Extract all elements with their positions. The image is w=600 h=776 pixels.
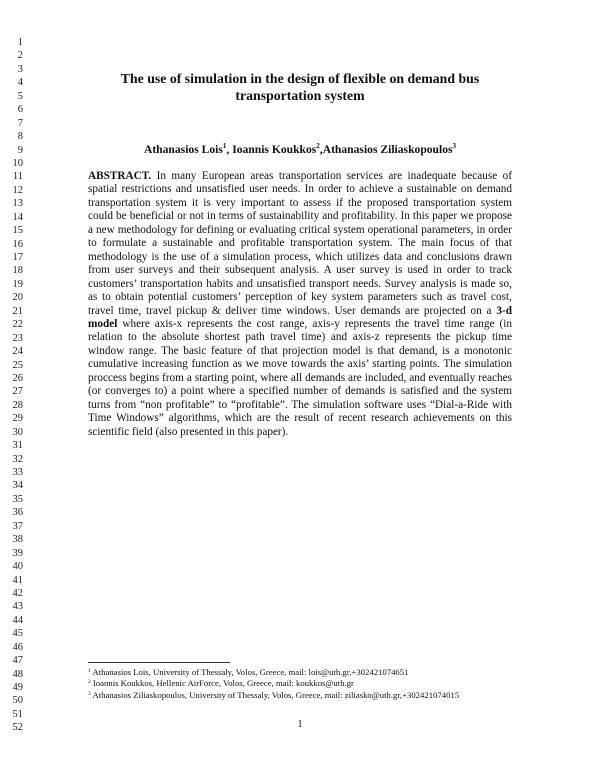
line-number: 23: [12, 332, 23, 344]
abstract-paragraph: [88, 170, 512, 439]
line-number: 33: [12, 467, 23, 478]
author-list: [90, 143, 510, 157]
footnotes: [88, 667, 518, 701]
line-number: 48: [12, 668, 23, 680]
line-number: 21: [12, 305, 23, 317]
line-number: 2: [17, 50, 23, 62]
author-name: Athanasios Lois: [143, 143, 223, 156]
author-separator: ,: [226, 143, 233, 156]
line-number: 6: [17, 104, 23, 116]
author-name: Ioannis Koukkos: [232, 143, 317, 156]
line-number: 31: [12, 440, 23, 452]
abstract-text: where axis-x represents the cost range, axis-y represents the travel time range (in relation to the absolute shortest path travel time) and axis-z represents the pickup time window range. The basic feature of that projection model is that demand, is a monotonic cumulative increasing function as we move towards the axis’ starting points. The simulation proccess begins from a starting point, where all demands are included, and eventually reaches (or converges to) a point where a specified number of demands is satisfied and the system turns from “non profitable” to “profitable”. The simulation software uses “Dial-a-Ride with Time Windows” algorithms, which are the result of recent research achievements on this scientific field (also presented in this paper).: [88, 317, 512, 438]
line-number: 30: [12, 426, 23, 438]
line-number: 20: [12, 292, 23, 304]
line-number: 32: [12, 453, 23, 465]
line-number: 27: [12, 386, 23, 398]
line-number: 26: [12, 372, 23, 384]
line-number: 51: [12, 708, 23, 720]
footnote-text: Ioannis Koukkos, Hellenic AirForce, Volos, Greece, mail: koukkos@uth.gr: [90, 678, 354, 689]
line-number: 38: [12, 534, 23, 546]
line-number: 28: [12, 399, 23, 411]
line-number: 17: [12, 252, 23, 263]
line-number: 24: [12, 346, 23, 358]
abstract-label: ABSTRACT.: [88, 170, 152, 182]
line-number: 8: [17, 131, 23, 143]
footnote: [88, 667, 518, 678]
line-number: 46: [12, 641, 23, 653]
line-number: 47: [12, 655, 23, 667]
line-number: 45: [12, 628, 23, 640]
line-number: 16: [12, 238, 23, 250]
page-number: 1: [297, 719, 303, 730]
footnote: [88, 678, 518, 689]
line-number: 9: [17, 144, 23, 156]
line-number: 15: [12, 225, 23, 237]
line-number: 41: [12, 574, 23, 586]
line-number: 40: [12, 561, 23, 573]
footnote: [88, 690, 518, 701]
footnote-divider: [88, 662, 230, 663]
footnote-mark: 2: [88, 679, 91, 686]
line-number: 22: [12, 319, 23, 331]
line-number: 19: [12, 278, 23, 290]
line-number: 43: [12, 601, 23, 613]
line-number: 37: [12, 520, 23, 532]
line-number: 3: [17, 63, 23, 75]
footnote-mark: 1: [88, 668, 91, 674]
line-number: 12: [12, 184, 23, 196]
line-number: 13: [12, 198, 23, 210]
line-number: 35: [12, 493, 23, 505]
abstract-text: In many European areas transportation services are inadequate because of spatial restrictions and unsatisfied user needs. In order to achieve a sustainable on demand transportation system it is very important to assess if the proposed transportation system could be beneficial or not in terms of sustainability and profitability. In this paper we propose a new methodology for defining or evaluating critical system operational parameters, in order to formulate a sustainable and profitable transportation system. The main focus of that methodology is the use of a simulation process, which utilizes data and conclusions drawn from user surveys and their subsequent analysis. A user survey is used in order to track customers’ transportation habits and unsatisfied transport needs. Survey analysis is made so, as to obtain potential customers’ perception of key system parameters such as travel cost, travel time, travel pickup & deliver time windows. User demands are projected on a: [88, 170, 512, 317]
line-number: 39: [12, 547, 23, 559]
author-name: Athanasios Ziliaskopoulos: [322, 143, 453, 156]
line-number: 34: [12, 480, 23, 492]
author-footnote-mark: 3: [452, 142, 457, 150]
line-number: 49: [12, 682, 23, 693]
line-number: 5: [17, 90, 23, 102]
abstract-emphasis: 3-d model: [88, 304, 512, 330]
line-number: 1: [17, 37, 23, 48]
author-footnote-mark: 1: [222, 142, 227, 150]
line-number: 10: [12, 157, 23, 169]
line-number: 50: [12, 695, 23, 707]
line-number: 44: [12, 614, 23, 626]
title-line-1: The use of simulation in the design of flexible on demand bus: [120, 71, 480, 86]
footnote-mark: 3: [88, 690, 91, 697]
paper-title: [90, 70, 510, 104]
footnote-text: Athanasios Lois, University of Thessaly, Volos, Greece, mail: lois@uth.gr,+302421074651: [90, 667, 409, 677]
author-separator: ,: [319, 143, 323, 156]
line-number: 4: [17, 77, 23, 89]
line-number: 14: [12, 211, 23, 223]
footnote-text: Athanasios Ziliaskopoulos, University of Thessaly, Volos, Greece, mail: ziliasko@uth.gr,+302421074015: [90, 689, 460, 700]
line-number: 52: [12, 722, 23, 734]
title-line-2: transportation system: [235, 88, 365, 103]
line-number: 7: [17, 117, 23, 129]
author-footnote-mark: 2: [316, 142, 320, 150]
line-number: 25: [12, 359, 23, 371]
line-number: 29: [12, 413, 23, 425]
line-number: 42: [12, 587, 23, 599]
line-number: 36: [12, 507, 23, 519]
line-number-gutter: [5, 36, 23, 735]
line-number: 11: [12, 171, 23, 183]
line-number: 18: [12, 265, 23, 277]
